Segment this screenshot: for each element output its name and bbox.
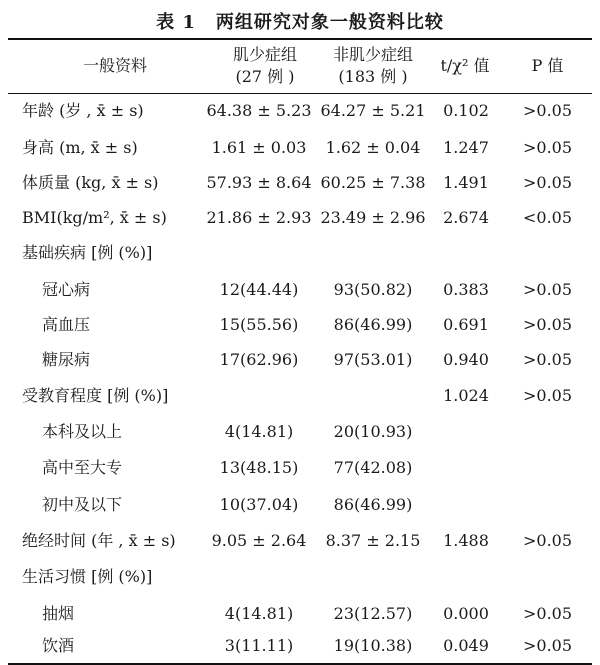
test-statistic-value: 0.049 xyxy=(443,636,489,655)
table-row xyxy=(0,200,600,236)
table-row xyxy=(0,596,600,632)
header-general-info: 一般资料 xyxy=(82,56,147,75)
non-sarcopenia-value: 86(46.99) xyxy=(333,495,413,514)
sarcopenia-value: 57.93 ± 8.64 xyxy=(206,173,312,192)
table-row xyxy=(0,93,600,129)
p-value: >0.05 xyxy=(522,350,573,369)
row-label: 生活习惯 [例 (%)] xyxy=(22,567,153,586)
row-label: 身高 (m, x̄ ± s) xyxy=(22,138,138,157)
row-label: 冠心病 xyxy=(42,280,91,299)
table-row xyxy=(0,559,600,595)
sarcopenia-value: 10(37.04) xyxy=(219,495,299,514)
sarcopenia-value: 13(48.15) xyxy=(219,458,299,477)
sarcopenia-value: 17(62.96) xyxy=(219,350,299,369)
header-sarcopenia-group xyxy=(215,44,315,88)
non-sarcopenia-value: 77(42.08) xyxy=(333,458,413,477)
non-sarcopenia-value: 97(53.01) xyxy=(333,350,413,369)
sarcopenia-value: 64.38 ± 5.23 xyxy=(206,101,312,120)
sarcopenia-value: 1.61 ± 0.03 xyxy=(211,138,307,157)
test-statistic-value: 0.383 xyxy=(443,280,489,299)
table-row xyxy=(0,487,600,523)
non-sarcopenia-value: 23(12.57) xyxy=(333,604,413,623)
table-row xyxy=(0,165,600,201)
header-non-sarcopenia-count: (183 例 ) xyxy=(338,67,408,86)
p-value: >0.05 xyxy=(522,138,573,157)
non-sarcopenia-value: 8.37 ± 2.15 xyxy=(325,531,421,550)
table-row xyxy=(0,450,600,486)
non-sarcopenia-value: 23.49 ± 2.96 xyxy=(320,208,426,227)
row-label: 饮酒 xyxy=(42,636,75,655)
p-value: >0.05 xyxy=(522,386,573,405)
test-statistic-value: 1.247 xyxy=(443,138,489,157)
non-sarcopenia-value: 86(46.99) xyxy=(333,315,413,334)
table-row xyxy=(0,307,600,343)
non-sarcopenia-value: 20(10.93) xyxy=(333,422,413,441)
sarcopenia-value: 21.86 ± 2.93 xyxy=(206,208,312,227)
table-row xyxy=(0,414,600,450)
p-value: <0.05 xyxy=(522,208,573,227)
p-value: >0.05 xyxy=(522,531,573,550)
row-label: 受教育程度 [例 (%)] xyxy=(22,386,169,405)
row-label: 本科及以上 xyxy=(42,422,123,441)
test-statistic-value: 0.691 xyxy=(443,315,489,334)
row-label: 绝经时间 (年 , x̄ ± s) xyxy=(22,531,176,550)
table-row xyxy=(0,272,600,308)
table-number: 表 1 xyxy=(156,12,196,33)
non-sarcopenia-value: 93(50.82) xyxy=(333,280,413,299)
table-header xyxy=(0,40,600,93)
test-statistic-value: 1.024 xyxy=(443,386,489,405)
header-test-statistic: t/χ² 值 xyxy=(440,56,490,75)
p-value: >0.05 xyxy=(522,280,573,299)
table-row xyxy=(0,523,600,559)
header-sarcopenia-count: (27 例 ) xyxy=(235,67,295,86)
non-sarcopenia-value: 64.27 ± 5.21 xyxy=(320,101,426,120)
sarcopenia-value: 12(44.44) xyxy=(219,280,299,299)
p-value: >0.05 xyxy=(522,173,573,192)
header-non-sarcopenia-name: 非肌少症组 xyxy=(332,45,413,64)
test-statistic-value: 0.000 xyxy=(443,604,489,623)
p-value: >0.05 xyxy=(522,636,573,655)
sarcopenia-value: 4(14.81) xyxy=(224,422,294,441)
non-sarcopenia-value: 60.25 ± 7.38 xyxy=(320,173,426,192)
row-label: 抽烟 xyxy=(42,604,75,623)
table-caption xyxy=(0,8,600,34)
test-statistic-value: 1.488 xyxy=(443,531,489,550)
test-statistic-value: 1.491 xyxy=(443,173,489,192)
p-value: >0.05 xyxy=(522,315,573,334)
p-value: >0.05 xyxy=(522,604,573,623)
row-label: 初中及以下 xyxy=(42,495,123,514)
sarcopenia-value: 3(11.11) xyxy=(224,636,294,655)
non-sarcopenia-value: 1.62 ± 0.04 xyxy=(325,138,421,157)
header-sarcopenia-name: 肌少症组 xyxy=(232,45,297,64)
table-row xyxy=(0,130,600,166)
row-label: 年龄 (岁 , x̄ ± s) xyxy=(22,101,144,120)
header-non-sarcopenia-group xyxy=(318,44,428,88)
row-label: 高血压 xyxy=(42,315,91,334)
sarcopenia-value: 9.05 ± 2.64 xyxy=(211,531,307,550)
header-p-value: P 值 xyxy=(531,56,564,75)
row-label: 体质量 (kg, x̄ ± s) xyxy=(22,173,159,192)
row-label: 基础疾病 [例 (%)] xyxy=(22,243,153,262)
table-row xyxy=(0,342,600,378)
table-title: 两组研究对象一般资料比较 xyxy=(215,12,444,33)
sarcopenia-value: 15(55.56) xyxy=(219,315,299,334)
row-label: 高中至大专 xyxy=(42,458,123,477)
test-statistic-value: 2.674 xyxy=(443,208,489,227)
test-statistic-value: 0.102 xyxy=(443,101,489,120)
table-row xyxy=(0,235,600,271)
non-sarcopenia-value: 19(10.38) xyxy=(333,636,413,655)
row-label: BMI(kg/m², x̄ ± s) xyxy=(22,208,167,227)
test-statistic-value: 0.940 xyxy=(443,350,489,369)
row-label: 糖尿病 xyxy=(42,350,91,369)
p-value: >0.05 xyxy=(522,101,573,120)
table-row xyxy=(0,378,600,414)
sarcopenia-value: 4(14.81) xyxy=(224,604,294,623)
table-row xyxy=(0,628,600,664)
